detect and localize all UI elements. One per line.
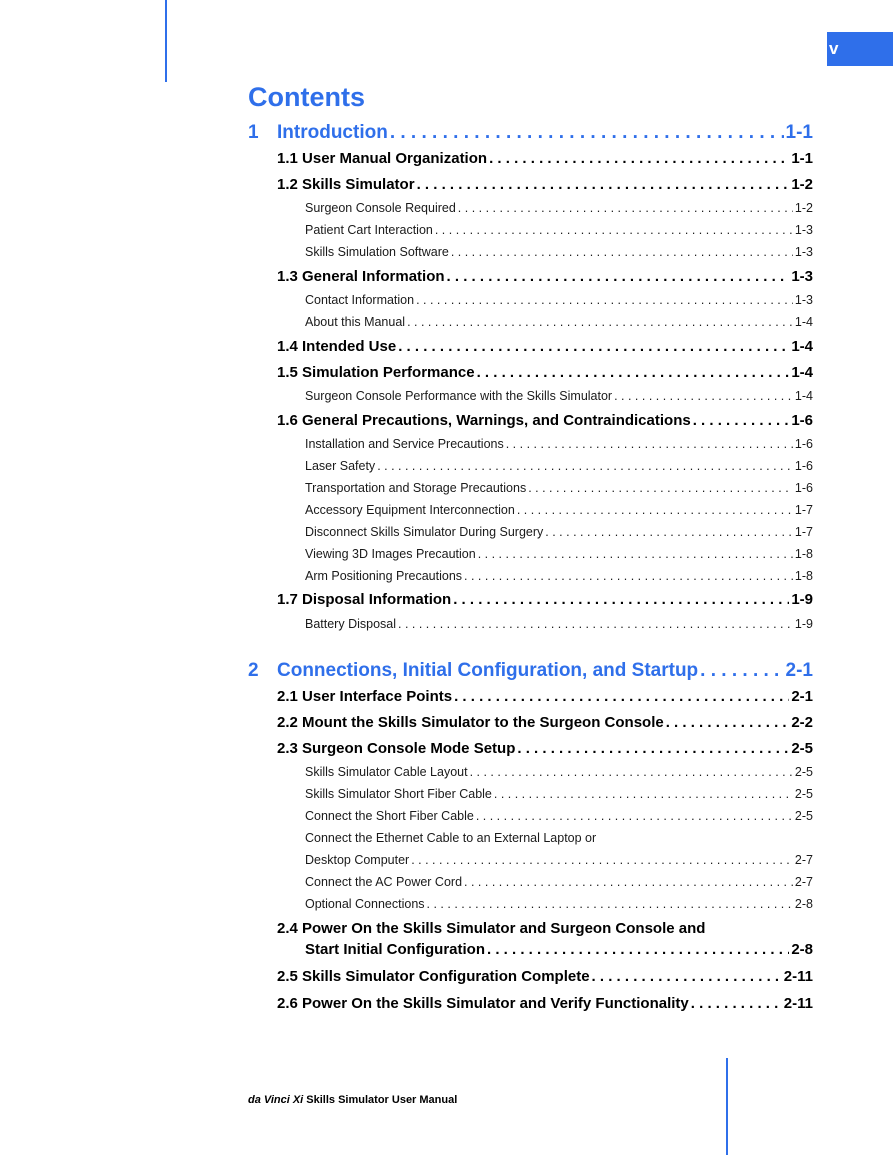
toc-section[interactable]: [277, 688, 813, 705]
toc-subsection-title: Disconnect Skills Simulator During Surgery: [305, 525, 544, 539]
toc-subsection[interactable]: [305, 223, 813, 237]
dot-leader: [528, 481, 793, 495]
toc-subsection-title: Skills Simulator Cable Layout: [305, 765, 468, 779]
dot-leader: [447, 268, 790, 285]
dot-leader: [545, 525, 793, 539]
toc-section-title: 2.2 Mount the Skills Simulator to the Surgeon Console: [277, 714, 664, 731]
bottom-margin-rule: [726, 1058, 728, 1155]
dot-leader: [691, 995, 782, 1012]
page-ref: 2-8: [791, 941, 813, 958]
dot-leader: [517, 503, 793, 517]
dot-leader: [506, 437, 793, 451]
toc-subsection-title-line1[interactable]: Connect the Ethernet Cable to an External Laptop or: [305, 831, 597, 845]
toc-section-title: 1.2 Skills Simulator: [277, 176, 415, 193]
page-ref: 2-8: [794, 897, 813, 911]
chapter-number: 1: [248, 122, 259, 143]
toc-section[interactable]: [277, 714, 813, 731]
page-ref: 1-3: [794, 223, 813, 237]
page-ref: 1-3: [794, 245, 813, 259]
toc-section-title: 1.4 Intended Use: [277, 338, 397, 355]
toc-subsection-title: Patient Cart Interaction: [305, 223, 433, 237]
dot-leader: [427, 897, 793, 911]
toc-section[interactable]: [305, 941, 813, 958]
dot-leader: [398, 617, 793, 631]
toc-subsection[interactable]: [305, 853, 813, 867]
toc-subsection[interactable]: [305, 875, 813, 889]
dot-leader: [477, 364, 790, 381]
toc-section-title: Start Initial Configuration: [305, 941, 485, 958]
toc-subsection-title: Optional Connections: [305, 897, 425, 911]
toc-subsection[interactable]: [305, 293, 813, 307]
page-ref: 2-1: [791, 688, 813, 705]
page-ref: 1-7: [794, 503, 813, 517]
toc-section[interactable]: [277, 591, 813, 608]
dot-leader: [494, 787, 793, 801]
toc-subsection[interactable]: [305, 437, 813, 451]
toc-section-title-line1[interactable]: 2.4 Power On the Skills Simulator and Surgeon Console and: [277, 920, 706, 937]
toc-subsection-title: Battery Disposal: [305, 617, 397, 631]
toc-section-title: 2.1 User Interface Points: [277, 688, 453, 705]
toc-subsection[interactable]: [305, 503, 813, 517]
page-title: Contents: [248, 82, 365, 112]
page-ref: 1-4: [791, 364, 813, 381]
dot-leader: [476, 809, 793, 823]
page-ref: 2-7: [794, 853, 813, 867]
toc-subsection[interactable]: [305, 201, 813, 215]
page-ref: 1-2: [791, 176, 813, 193]
dot-leader: [614, 389, 793, 403]
dot-leader: [517, 740, 789, 757]
toc-subsection[interactable]: [305, 569, 813, 583]
page-ref: 1-9: [791, 591, 813, 608]
toc-subsection[interactable]: [305, 245, 813, 259]
dot-leader: [416, 293, 793, 307]
toc-section-title: 1.6 General Precautions, Warnings, and Contraindications: [277, 412, 691, 429]
toc-subsection[interactable]: [305, 481, 813, 495]
page-ref: 2-1: [785, 660, 813, 681]
dot-leader: [487, 941, 789, 958]
dot-leader: [398, 338, 789, 355]
toc-section[interactable]: [277, 268, 813, 285]
toc-section-title: 1.1 User Manual Organization: [277, 150, 488, 167]
dot-leader: [435, 223, 793, 237]
page-ref: 1-8: [794, 569, 813, 583]
page-ref: 1-6: [794, 437, 813, 451]
toc-subsection[interactable]: [305, 765, 813, 779]
toc-section-title: 1.5 Simulation Performance: [277, 364, 475, 381]
toc-subsection-title: Arm Positioning Precautions: [305, 569, 463, 583]
footer-manual-title: Skills Simulator User Manual: [306, 1094, 458, 1106]
dot-leader: [464, 875, 793, 889]
toc-section-title: 1.7 Disposal Information: [277, 591, 452, 608]
dot-leader: [693, 412, 790, 429]
dot-leader: [411, 853, 793, 867]
toc-chapter[interactable]: [248, 660, 813, 682]
toc-subsection[interactable]: [305, 315, 813, 329]
toc-subsection[interactable]: [305, 525, 813, 539]
dot-leader: [407, 315, 793, 329]
toc-section-title: 2.5 Skills Simulator Configuration Complete: [277, 968, 590, 985]
dot-leader: [478, 547, 793, 561]
page-ref: 1-6: [791, 412, 813, 429]
toc-section[interactable]: [277, 740, 813, 757]
toc-subsection-title: Accessory Equipment Interconnection: [305, 503, 515, 517]
toc-section[interactable]: [277, 364, 813, 381]
toc-section-title: 2.6 Power On the Skills Simulator and Verify Functionality: [277, 995, 689, 1012]
toc-subsection-title: Viewing 3D Images Precaution: [305, 547, 476, 561]
page-ref: 1-4: [794, 389, 813, 403]
toc-subsection-title: Skills Simulator Short Fiber Cable: [305, 787, 492, 801]
toc-section[interactable]: [277, 176, 813, 193]
toc-subsection-title: About this Manual: [305, 315, 406, 329]
dot-leader: [390, 122, 784, 144]
toc-subsection[interactable]: [305, 459, 813, 473]
dot-leader: [454, 688, 789, 705]
page-ref: 2-5: [791, 740, 813, 757]
toc-subsection-title: Installation and Service Precautions: [305, 437, 504, 451]
footer-product-name: da Vinci Xi: [248, 1094, 304, 1106]
page-ref: 2-5: [794, 809, 813, 823]
toc-chapter-title: Introduction: [277, 122, 388, 143]
toc-subsection-title: Contact Information: [305, 293, 415, 307]
toc-subsection[interactable]: [305, 547, 813, 561]
page-ref: 2-5: [794, 787, 813, 801]
page-ref: 2-7: [794, 875, 813, 889]
dot-leader: [377, 459, 793, 473]
toc-subsection-title: Surgeon Console Performance with the Skills Simulator: [305, 389, 613, 403]
page-ref: 2-11: [783, 968, 813, 985]
toc-subsection-title: Laser Safety: [305, 459, 376, 473]
toc-subsection-title: Connect the AC Power Cord: [305, 875, 463, 889]
dot-leader: [464, 569, 793, 583]
page-ref: 2-5: [794, 765, 813, 779]
toc-section[interactable]: [277, 412, 813, 429]
dot-leader: [417, 176, 790, 193]
top-margin-rule: [165, 0, 167, 82]
page-number-tab: v: [827, 32, 893, 66]
page-ref: 1-3: [791, 268, 813, 285]
page-ref: 1-1: [785, 122, 813, 143]
dot-leader: [470, 765, 793, 779]
toc-subsection[interactable]: [305, 897, 813, 911]
page-ref: 1-3: [794, 293, 813, 307]
page-ref: 2-2: [791, 714, 813, 731]
toc-subsection[interactable]: [305, 787, 813, 801]
toc-subsection-title: Transportation and Storage Precautions: [305, 481, 527, 495]
dot-leader: [592, 968, 782, 985]
page-footer: [248, 1094, 457, 1106]
dot-leader: [666, 714, 790, 731]
page-ref: 1-7: [794, 525, 813, 539]
toc-subsection[interactable]: [305, 389, 813, 403]
page-ref: 1-8: [794, 547, 813, 561]
page-ref: 1-6: [794, 481, 813, 495]
page-ref: 1-6: [794, 459, 813, 473]
page-ref: 2-11: [783, 995, 813, 1012]
toc-subsection-title: Skills Simulation Software: [305, 245, 449, 259]
dot-leader: [458, 201, 793, 215]
toc-subsection-title: Surgeon Console Required: [305, 201, 456, 215]
dot-leader: [700, 660, 783, 682]
toc-subsection[interactable]: [305, 809, 813, 823]
page-ref: 1-4: [791, 338, 813, 355]
toc-section-title: 1.3 General Information: [277, 268, 445, 285]
page-ref: 1-4: [794, 315, 813, 329]
dot-leader: [489, 150, 789, 167]
chapter-number: 2: [248, 660, 259, 681]
page-ref: 1-9: [794, 617, 813, 631]
toc-subsection[interactable]: [305, 617, 813, 631]
dot-leader: [453, 591, 789, 608]
toc-chapter[interactable]: [248, 122, 813, 144]
toc-subsection-title: Desktop Computer: [305, 853, 410, 867]
page-ref: 1-2: [794, 201, 813, 215]
dot-leader: [451, 245, 793, 259]
toc-section[interactable]: [277, 150, 813, 167]
page-ref: 1-1: [791, 150, 813, 167]
toc-subsection-title: Connect the Short Fiber Cable: [305, 809, 474, 823]
toc-chapter-title: Connections, Initial Configuration, and Startup: [277, 660, 699, 681]
toc-section-title: 2.3 Surgeon Console Mode Setup: [277, 740, 516, 757]
toc-section[interactable]: [277, 968, 813, 985]
toc-section[interactable]: [277, 338, 813, 355]
toc-section[interactable]: [277, 995, 813, 1012]
